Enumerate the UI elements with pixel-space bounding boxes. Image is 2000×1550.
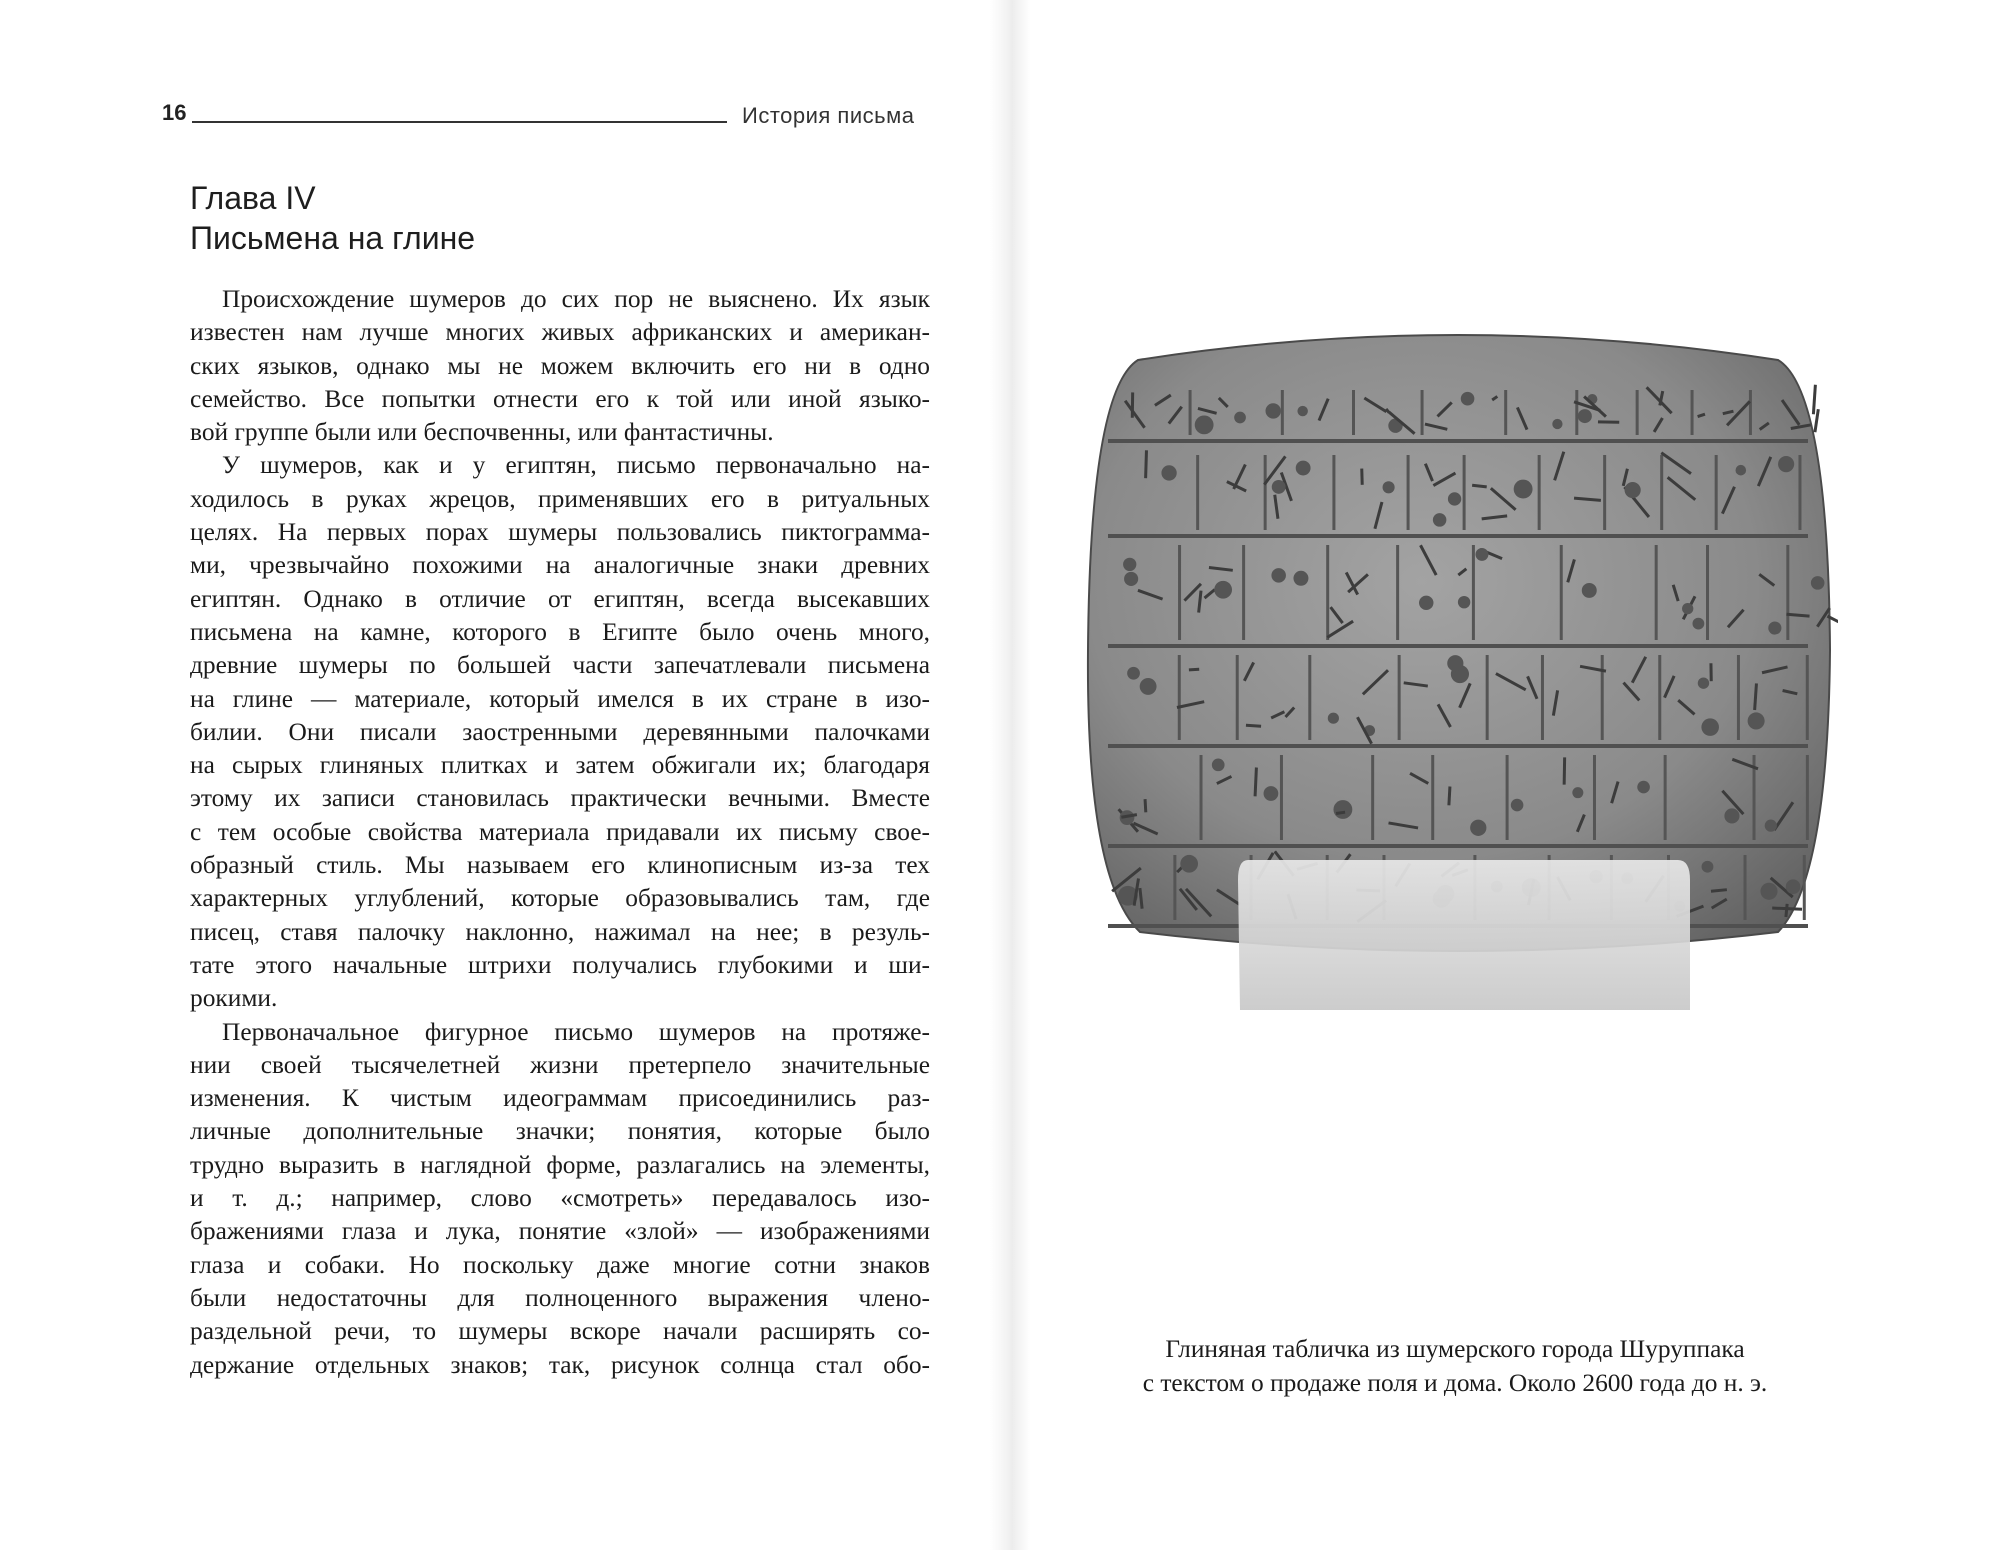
text-line: Происхождение шумеров до сих пор не выяснено. Их язык — [222, 285, 930, 313]
text-line: и т. д.; например, слово «смотреть» передавалось изо- — [190, 1184, 930, 1213]
cuneiform-dot — [1811, 576, 1825, 590]
cuneiform-dot — [1293, 571, 1308, 586]
cuneiform-wedge — [1472, 485, 1487, 487]
cuneiform-dot — [1124, 572, 1138, 586]
cuneiform-dot — [1433, 513, 1447, 527]
figure-caption — [1090, 1332, 1820, 1400]
book-gutter — [990, 0, 1030, 1550]
cuneiform-dot — [1234, 412, 1246, 424]
cuneiform-dot — [1195, 415, 1214, 434]
cuneiform-wedge — [1449, 787, 1450, 806]
tablet-stand — [1238, 860, 1690, 1010]
cuneiform-wedge — [1336, 812, 1345, 813]
header-rule — [192, 121, 727, 123]
cuneiform-dot — [1768, 621, 1781, 634]
cuneiform-dot — [1637, 781, 1650, 794]
text-line: раздельной речи, то шумеры вскоре начали расширять со- — [190, 1317, 930, 1346]
running-title: История письма — [742, 103, 915, 128]
cuneiform-dot — [1693, 618, 1705, 630]
cuneiform-dot — [1552, 419, 1562, 429]
clay-tablet-figure — [1078, 320, 1838, 1020]
cuneiform-dot — [1698, 677, 1709, 688]
text-line: трудно выразить в наглядной форме, разлагались на элементы, — [190, 1150, 930, 1179]
cuneiform-wedge — [1815, 409, 1818, 432]
text-line: семейство. Все попытки отнести его к той или иной языко- — [190, 384, 930, 413]
body-text — [190, 283, 930, 1382]
cuneiform-dot — [1765, 820, 1777, 832]
cuneiform-dot — [1271, 568, 1286, 583]
cuneiform-dot — [1778, 456, 1794, 472]
cuneiform-dot — [1333, 800, 1352, 819]
cuneiform-dot — [1701, 718, 1719, 736]
caption-line: Глиняная табличка из шумерского города Шуруппака — [1165, 1335, 1745, 1363]
text-line: на сырых глиняных плитках и затем обжигали их; благодаря — [190, 751, 930, 780]
cuneiform-wedge — [1255, 767, 1256, 796]
cuneiform-wedge — [1146, 450, 1147, 478]
text-line: изменения. К чистым идеограммам присоединились раз- — [190, 1084, 930, 1113]
text-line: ских языков, однако мы не можем включить его ни в одно — [190, 351, 930, 380]
text-line: с тем особые свойства материала придавали их письму свое- — [190, 817, 930, 846]
clay-tablet-image — [1078, 320, 1838, 1020]
text-line: ми, чрезвычайно похожими на аналогичные знаки древних — [190, 551, 930, 580]
cuneiform-dot — [1297, 406, 1307, 416]
text-line: билии. Они писали заостренными деревянными палочками — [190, 717, 930, 746]
text-line: этому их записи становилась практически вечными. Вместе — [190, 784, 930, 813]
cuneiform-dot — [1265, 403, 1280, 418]
text-line: образный стиль. Мы называем его клинописным из-за тех — [190, 851, 930, 880]
cuneiform-dot — [1214, 581, 1232, 599]
cuneiform-dot — [1748, 712, 1765, 729]
chapter-heading — [190, 178, 475, 258]
cuneiform-dot — [1447, 655, 1463, 671]
chapter-label: Глава IV — [190, 180, 316, 216]
cuneiform-dot — [1461, 392, 1475, 406]
text-line: древние шумеры по большей части запечатлевали письмена — [190, 651, 930, 680]
cuneiform-dot — [1702, 861, 1714, 873]
cuneiform-wedge — [1246, 725, 1261, 726]
cuneiform-dot — [1264, 786, 1279, 801]
cuneiform-dot — [1419, 596, 1433, 610]
cuneiform-dot — [1514, 480, 1533, 499]
cuneiform-dot — [1786, 879, 1801, 894]
cuneiform-dot — [1296, 461, 1311, 476]
cuneiform-dot — [1458, 596, 1470, 608]
cuneiform-dot — [1127, 667, 1140, 680]
text-line: держание отдельных знаков; так, рисунок солнца стал обо- — [190, 1350, 930, 1379]
text-line: вой группе были или беспочвенны, или фантастичны. — [190, 418, 774, 447]
cuneiform-dot — [1736, 465, 1747, 476]
text-line: письмена на камне, которого в Египте было очень много, — [190, 617, 930, 646]
cuneiform-dot — [1140, 678, 1157, 695]
cuneiform-dot — [1212, 758, 1225, 771]
cuneiform-wedge — [1711, 890, 1727, 892]
text-line: бражениями глаза и лука, понятие «злой» — изображениями — [190, 1217, 930, 1246]
chapter-title: Письмена на глине — [190, 220, 476, 256]
cuneiform-dot — [1475, 548, 1488, 561]
cuneiform-dot — [1682, 603, 1693, 614]
cuneiform-dot — [1572, 787, 1583, 798]
cuneiform-wedge — [1786, 614, 1809, 616]
cuneiform-dot — [1328, 713, 1339, 724]
cuneiform-dot — [1272, 480, 1286, 494]
text-line: характерных углублений, которые образовывались там, где — [190, 884, 930, 913]
text-line: тате этого начальные штрихи получались глубокими и ши- — [190, 950, 930, 979]
cuneiform-dot — [1578, 409, 1592, 423]
cuneiform-dot — [1448, 492, 1461, 505]
cuneiform-dot — [1724, 808, 1739, 823]
cuneiform-dot — [1161, 465, 1176, 480]
cuneiform-dot — [1383, 481, 1395, 493]
text-line: писец, ставя палочку наклонно, нажимал на нее; в резуль- — [190, 917, 930, 946]
text-line: нии своей тысячелетней жизни претерпело значительные — [190, 1050, 930, 1079]
text-line: целях. На первых порах шумеры пользовались пиктограмма- — [190, 518, 930, 547]
text-line: известен нам лучше многих живых африканских и американ- — [190, 318, 930, 347]
cuneiform-dot — [1123, 558, 1136, 571]
page-number: 16 — [162, 100, 187, 125]
cuneiform-dot — [1582, 583, 1597, 598]
cuneiform-wedge — [1786, 904, 1787, 917]
cuneiform-wedge — [1813, 385, 1815, 414]
cuneiform-dot — [1470, 820, 1486, 836]
cuneiform-wedge — [1189, 669, 1199, 670]
cuneiform-dot — [1511, 799, 1524, 812]
text-line: глаза и собаки. Но поскольку даже многие сотни знаков — [190, 1250, 930, 1279]
text-line: У шумеров, как и у египтян, письмо первоначально на- — [222, 451, 930, 480]
text-line: египтян. Однако в отличие от египтян, всегда высекавших — [190, 584, 930, 613]
text-line: на глине — материале, который имелся в их стране в изо- — [190, 684, 930, 713]
cuneiform-wedge — [1755, 683, 1757, 710]
cuneiform-dot — [1625, 482, 1641, 498]
text-line: ходилось в руках жрецов, применявших его в ритуальных — [190, 484, 930, 513]
text-line: были недостаточны для полноценного выражения члено- — [190, 1283, 930, 1312]
text-line: рокими. — [190, 984, 278, 1013]
text-line: Первоначальное фигурное письмо шумеров на протяже- — [222, 1017, 930, 1046]
caption-line: с текстом о продаже поля и дома. Около 2600 года до н. э. — [1142, 1369, 1768, 1397]
cuneiform-dot — [1180, 855, 1198, 873]
cuneiform-dot — [1760, 883, 1777, 900]
text-line: личные дополнительные значки; понятия, которые было — [190, 1117, 930, 1146]
cuneiform-wedge — [1145, 799, 1146, 812]
